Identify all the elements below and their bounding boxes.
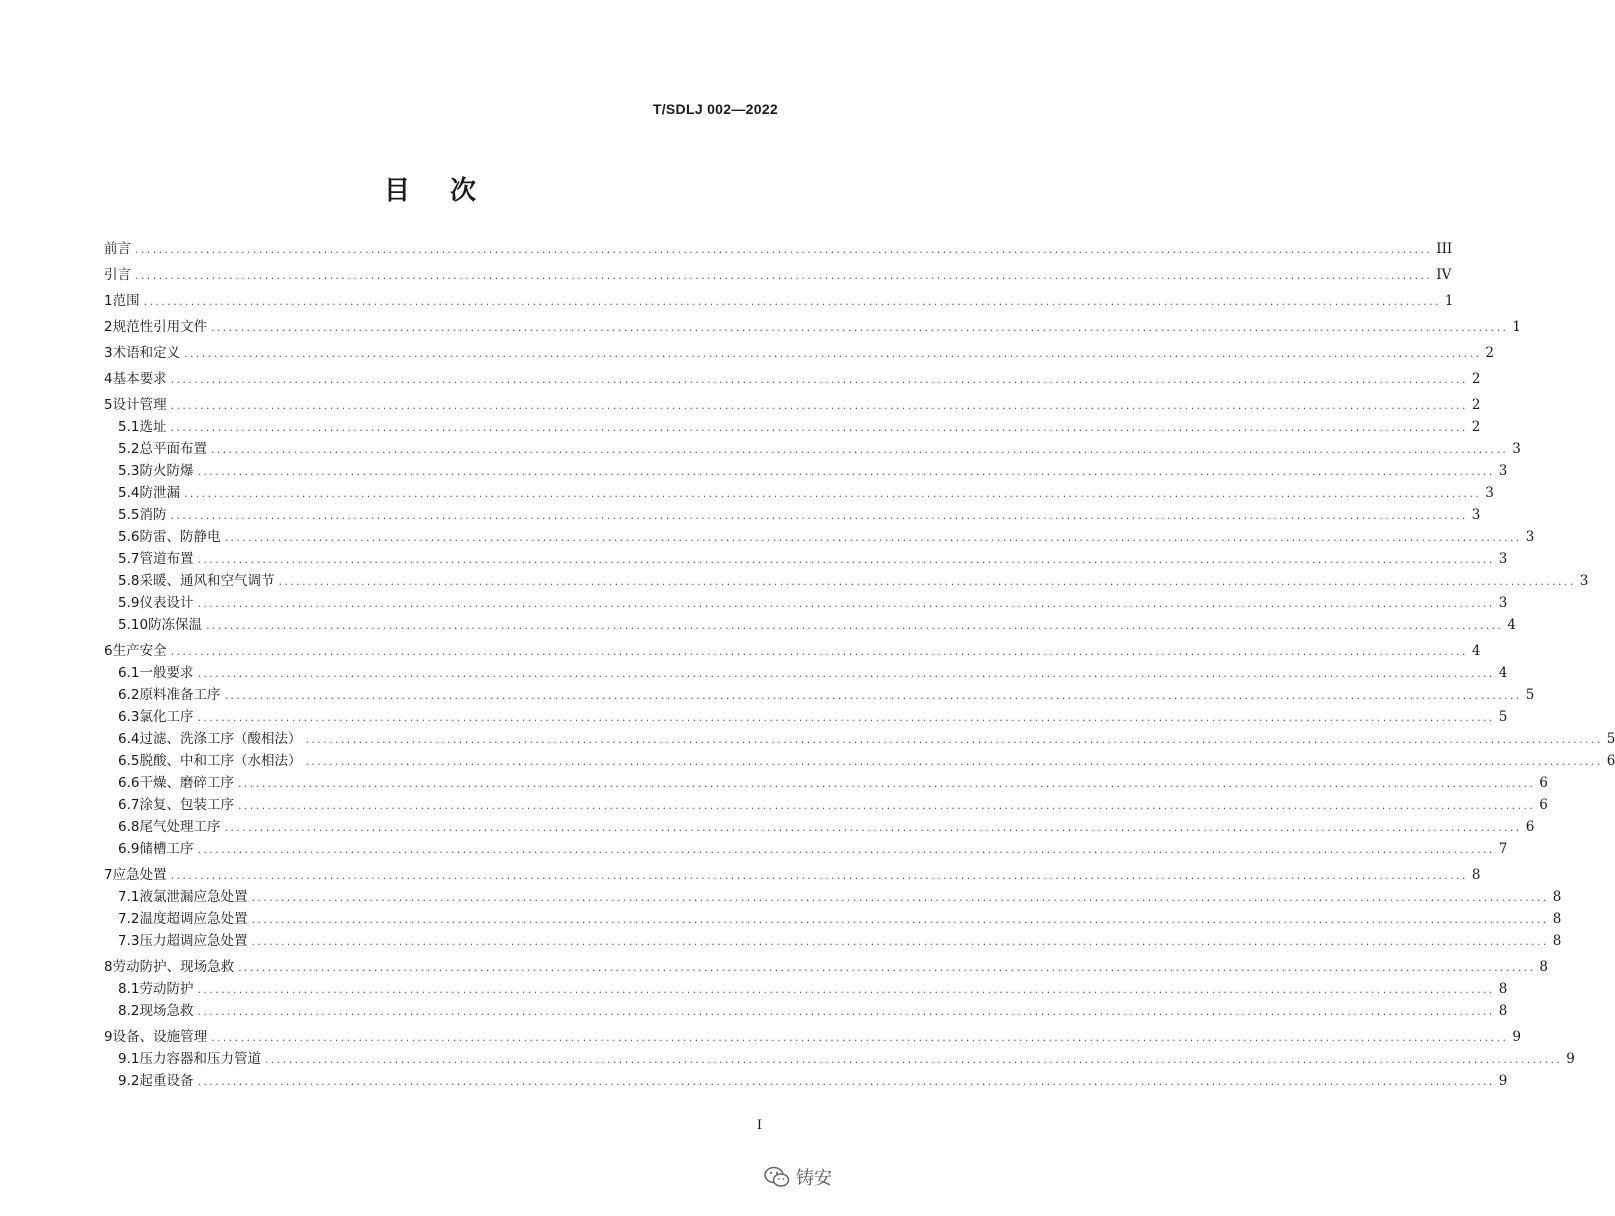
toc-entry[interactable] <box>104 290 1454 312</box>
toc-entry-title: 规范性引用文件 <box>112 319 208 335</box>
toc-entry[interactable] <box>104 886 1562 908</box>
toc-entry-title: 液氯泄漏应急处置 <box>139 889 248 905</box>
toc-entry-page: 4 <box>1471 643 1481 659</box>
toc-entry-page: III <box>1436 241 1453 257</box>
toc-leader-dots: ............................................................................................................................................................................................................................ <box>143 295 1441 308</box>
toc-entry[interactable] <box>104 504 1481 526</box>
toc-entry-title: 消防 <box>139 507 167 523</box>
toc-entry-page: 8 <box>1471 867 1481 883</box>
toc-entry-title: 设计管理 <box>112 397 167 413</box>
toc-entry-title: 干燥、磨碎工序 <box>139 775 234 791</box>
toc-entry-page: 2 <box>1471 397 1481 413</box>
toc-entry-title: 防冻保温 <box>148 617 203 633</box>
toc-entry[interactable] <box>104 1048 1575 1070</box>
toc-entry-page: 8 <box>1552 911 1562 927</box>
toc-leader-dots: ............................................................................................................................................................................................................................ <box>197 597 1495 610</box>
toc-leader-dots: ............................................................................................................................................................................................................................ <box>278 575 1576 588</box>
toc-entry-number: 9.2 <box>118 1073 140 1089</box>
toc-entry[interactable] <box>104 794 1548 816</box>
toc-entry-page: 9 <box>1512 1029 1521 1045</box>
toc-entry[interactable] <box>104 1026 1521 1048</box>
toc-entry-page: 9 <box>1566 1051 1575 1067</box>
toc-entry-number: 5.8 <box>118 573 140 589</box>
toc-entry-title: 基本要求 <box>112 371 167 387</box>
toc-leader-dots: ............................................................................................................................................................................................................................ <box>170 509 1468 522</box>
toc-leader-dots: ............................................................................................................................................................................................................................ <box>237 777 1536 790</box>
toc-entry-number: 5.6 <box>118 529 140 545</box>
toc-leader-dots: ............................................................................................................................................................................................................................ <box>224 821 1522 834</box>
toc-entry-number: 6.9 <box>118 841 140 857</box>
toc-leader-dots: ............................................................................................................................................................................................................................ <box>184 347 1482 360</box>
toc-entry-title: 管道布置 <box>139 551 194 567</box>
toc-entry-title: 压力容器和压力管道 <box>139 1051 261 1067</box>
toc-entry-number: 9.1 <box>118 1051 140 1067</box>
toc-entry-page: 4 <box>1507 617 1516 633</box>
toc-entry-number: 7.3 <box>118 933 140 949</box>
toc-entry-page: 6 <box>1539 797 1548 813</box>
toc-entry[interactable] <box>104 570 1589 592</box>
toc-leader-dots: ............................................................................................................................................................................................................................ <box>170 645 1468 658</box>
toc-entry-page: 8 <box>1539 959 1548 975</box>
toc-leader-dots: ............................................................................................................................................................................................................................ <box>170 421 1468 434</box>
toc-entry-title: 一般要求 <box>139 665 194 681</box>
toc-entry-page: 8 <box>1552 933 1562 949</box>
toc-leader-dots: ............................................................................................................................................................................................................................ <box>197 843 1495 856</box>
toc-leader-dots: ............................................................................................................................................................................................................................ <box>211 1031 1509 1044</box>
standard-number: T/SDLJ 002—2022 <box>652 101 778 117</box>
toc-entry-number: 6.2 <box>118 687 140 703</box>
toc-entry-title: 劳动防护 <box>139 981 194 997</box>
toc-entry[interactable] <box>104 864 1481 886</box>
toc-entry-number: 5.9 <box>118 595 140 611</box>
toc-entry[interactable] <box>104 978 1508 1000</box>
toc-entry-title: 防雷、防静电 <box>139 529 221 545</box>
toc-leader-dots: ............................................................................................................................................................................................................................ <box>237 799 1536 812</box>
toc-leader-dots: ............................................................................................................................................................................................................................ <box>197 983 1495 996</box>
toc-entry[interactable] <box>104 728 1615 750</box>
toc-entry-title: 现场急救 <box>139 1003 194 1019</box>
toc-entry-title: 选址 <box>139 419 167 435</box>
toc-entry-number: 6.7 <box>118 797 140 813</box>
toc-entry-title: 原料准备工序 <box>139 687 221 703</box>
toc-leader-dots: ............................................................................................................................................................................................................................ <box>224 531 1522 544</box>
toc-entry[interactable] <box>104 930 1562 952</box>
toc-leader-dots: ............................................................................................................................................................................................................................ <box>305 733 1603 746</box>
toc-entry-title: 储槽工序 <box>139 841 194 857</box>
toc-entry-title: 防火防爆 <box>139 463 194 479</box>
toc-entry-number: 5 <box>104 397 113 413</box>
toc-entry-page: 2 <box>1471 371 1481 387</box>
toc-leader-dots: ............................................................................................................................................................................................................................ <box>206 619 1504 632</box>
toc-entry[interactable] <box>104 816 1535 838</box>
toc-entry-number: 2 <box>104 319 113 335</box>
toc-leader-dots: ............................................................................................................................................................................................................................ <box>197 1005 1495 1018</box>
page-title: 目次 <box>383 176 516 206</box>
toc-entry[interactable] <box>104 772 1548 794</box>
toc-leader-dots: ............................................................................................................................................................................................................................ <box>197 667 1495 680</box>
toc-entry[interactable] <box>104 640 1481 662</box>
toc-entry-number: 4 <box>104 371 113 387</box>
toc-entry-page: 3 <box>1471 507 1481 523</box>
toc-entry[interactable] <box>104 460 1508 482</box>
toc-entry-number: 6.8 <box>118 819 140 835</box>
toc-entry-number: 6.3 <box>118 709 140 725</box>
toc-entry[interactable] <box>104 548 1508 570</box>
toc-entry-title: 脱酸、中和工序（水相法） <box>139 753 302 769</box>
toc-leader-dots: ............................................................................................................................................................................................................................ <box>211 321 1509 334</box>
toc-entry[interactable] <box>104 264 1452 286</box>
toc-entry-page: 2 <box>1485 345 1494 361</box>
toc-leader-dots: ............................................................................................................................................................................................................................ <box>183 487 1482 500</box>
toc-entry-number: 5.4 <box>118 485 140 501</box>
toc-entry-title: 生产安全 <box>112 643 167 659</box>
toc-entry-title: 总平面布置 <box>139 441 207 457</box>
toc-entry[interactable] <box>104 238 1453 260</box>
toc-entry-number: 6.5 <box>118 753 140 769</box>
toc-entry-page: 5 <box>1498 709 1508 725</box>
toc-entry[interactable] <box>104 956 1548 978</box>
toc-entry-page: 8 <box>1498 981 1508 997</box>
toc-entry[interactable] <box>104 750 1615 772</box>
toc-leader-dots: ............................................................................................................................................................................................................................ <box>170 869 1468 882</box>
toc-entry-page: 3 <box>1498 595 1508 611</box>
toc-entry-page: 6 <box>1525 819 1535 835</box>
toc-entry-title: 术语和定义 <box>112 345 181 361</box>
toc-entry-number: 6 <box>104 643 113 659</box>
toc-entry[interactable] <box>104 592 1508 614</box>
toc-leader-dots: ............................................................................................................................................................................................................................ <box>251 913 1549 926</box>
toc-leader-dots: ............................................................................................................................................................................................................................ <box>197 1075 1495 1088</box>
toc-entry[interactable] <box>104 316 1521 338</box>
toc-leader-dots: ............................................................................................................................................................................................................................ <box>135 243 1433 256</box>
toc-entry-title: 氯化工序 <box>139 709 194 725</box>
toc-entry-page: 5 <box>1606 731 1615 747</box>
watermark <box>764 1164 832 1190</box>
table-of-contents <box>104 238 1615 1092</box>
toc-entry[interactable] <box>104 482 1494 504</box>
toc-entry-number: 5.10 <box>118 617 149 633</box>
toc-leader-dots: ............................................................................................................................................................................................................................ <box>135 269 1433 282</box>
toc-entry-page: 5 <box>1525 687 1535 703</box>
toc-entry-page: 1 <box>1512 319 1521 335</box>
toc-entry-page: 3 <box>1579 573 1589 589</box>
toc-entry-number: 6.4 <box>118 731 140 747</box>
toc-entry-number: 7.2 <box>118 911 140 927</box>
toc-entry-page: 8 <box>1498 1003 1508 1019</box>
toc-leader-dots: ............................................................................................................................................................................................................................ <box>170 399 1468 412</box>
toc-entry-title: 应急处置 <box>112 867 167 883</box>
toc-entry[interactable] <box>104 1070 1508 1092</box>
toc-entry-number: 5.1 <box>118 419 140 435</box>
toc-entry-page: 4 <box>1498 665 1508 681</box>
toc-entry-number: 7.1 <box>118 889 140 905</box>
toc-entry-title: 过滤、洗涤工序（酸相法） <box>139 731 302 747</box>
footer-page-number: I <box>756 1118 762 1133</box>
toc-entry-page: 3 <box>1512 441 1521 457</box>
toc-entry[interactable] <box>104 526 1535 548</box>
toc-leader-dots: ............................................................................................................................................................................................................................ <box>224 689 1522 702</box>
toc-leader-dots: ............................................................................................................................................................................................................................ <box>170 373 1468 386</box>
toc-entry-page: 3 <box>1498 463 1508 479</box>
toc-entry-title: 仪表设计 <box>139 595 194 611</box>
toc-entry-page: 3 <box>1485 485 1494 501</box>
toc-entry[interactable] <box>104 614 1516 636</box>
toc-entry-number: 8 <box>104 959 113 975</box>
toc-entry-page: IV <box>1436 267 1452 283</box>
toc-entry[interactable] <box>104 662 1508 684</box>
toc-entry-title: 范围 <box>112 293 140 309</box>
toc-entry-number: 5.7 <box>118 551 140 567</box>
toc-entry-page: 3 <box>1498 551 1508 567</box>
watermark-text: 铸安 <box>796 1168 832 1189</box>
toc-entry-number: 8.2 <box>118 1003 140 1019</box>
toc-entry-page: 1 <box>1444 293 1454 309</box>
toc-entry-title: 压力超调应急处置 <box>139 933 248 949</box>
toc-entry-title: 起重设备 <box>139 1073 194 1089</box>
toc-leader-dots: ............................................................................................................................................................................................................................ <box>305 755 1603 768</box>
toc-entry-page: 6 <box>1606 753 1615 769</box>
toc-entry[interactable] <box>104 684 1535 706</box>
toc-entry[interactable] <box>104 1000 1508 1022</box>
toc-entry[interactable] <box>104 342 1494 364</box>
toc-entry-number: 5.2 <box>118 441 140 457</box>
toc-entry[interactable] <box>104 368 1481 390</box>
toc-entry-title: 温度超调应急处置 <box>139 911 248 927</box>
toc-entry-title: 设备、设施管理 <box>112 1029 208 1045</box>
toc-entry-page: 2 <box>1471 419 1481 435</box>
toc-entry-page: 7 <box>1498 841 1508 857</box>
toc-leader-dots: ............................................................................................................................................................................................................................ <box>251 935 1549 948</box>
toc-entry-number: 6.6 <box>118 775 140 791</box>
toc-leader-dots: ............................................................................................................................................................................................................................ <box>197 465 1495 478</box>
toc-entry[interactable] <box>104 438 1521 460</box>
toc-entry-number: 5.3 <box>118 463 140 479</box>
toc-entry-title: 引言 <box>104 267 131 283</box>
wechat-icon <box>764 1166 790 1188</box>
toc-entry[interactable] <box>104 838 1508 860</box>
toc-leader-dots: ............................................................................................................................................................................................................................ <box>264 1053 1563 1066</box>
toc-entry-page: 9 <box>1498 1073 1508 1089</box>
toc-entry-title: 劳动防护、现场急救 <box>112 959 235 975</box>
toc-entry-number: 9 <box>104 1029 113 1045</box>
toc-leader-dots: ............................................................................................................................................................................................................................ <box>197 553 1495 566</box>
toc-entry-page: 6 <box>1539 775 1548 791</box>
toc-leader-dots: ............................................................................................................................................................................................................................ <box>210 443 1509 456</box>
toc-entry-title: 防泄漏 <box>139 485 180 501</box>
toc-entry-number: 6.1 <box>118 665 140 681</box>
toc-entry-number: 5.5 <box>118 507 140 523</box>
toc-entry-page: 8 <box>1552 889 1562 905</box>
toc-entry-number: 1 <box>104 293 113 309</box>
toc-entry-number: 8.1 <box>118 981 140 997</box>
toc-entry[interactable] <box>104 416 1481 438</box>
toc-entry-number: 3 <box>104 345 113 361</box>
toc-entry-title: 尾气处理工序 <box>139 819 221 835</box>
toc-entry-title: 前言 <box>104 241 131 257</box>
toc-entry-title: 涂复、包装工序 <box>139 797 234 813</box>
toc-leader-dots: ............................................................................................................................................................................................................................ <box>238 961 1536 974</box>
toc-entry-page: 3 <box>1525 529 1535 545</box>
toc-entry[interactable] <box>104 706 1508 728</box>
toc-leader-dots: ............................................................................................................................................................................................................................ <box>251 891 1549 904</box>
toc-leader-dots: ............................................................................................................................................................................................................................ <box>197 711 1495 724</box>
toc-entry[interactable] <box>104 908 1562 930</box>
toc-entry-number: 7 <box>104 867 113 883</box>
toc-entry-title: 采暖、通风和空气调节 <box>139 573 275 589</box>
toc-entry[interactable] <box>104 394 1481 416</box>
